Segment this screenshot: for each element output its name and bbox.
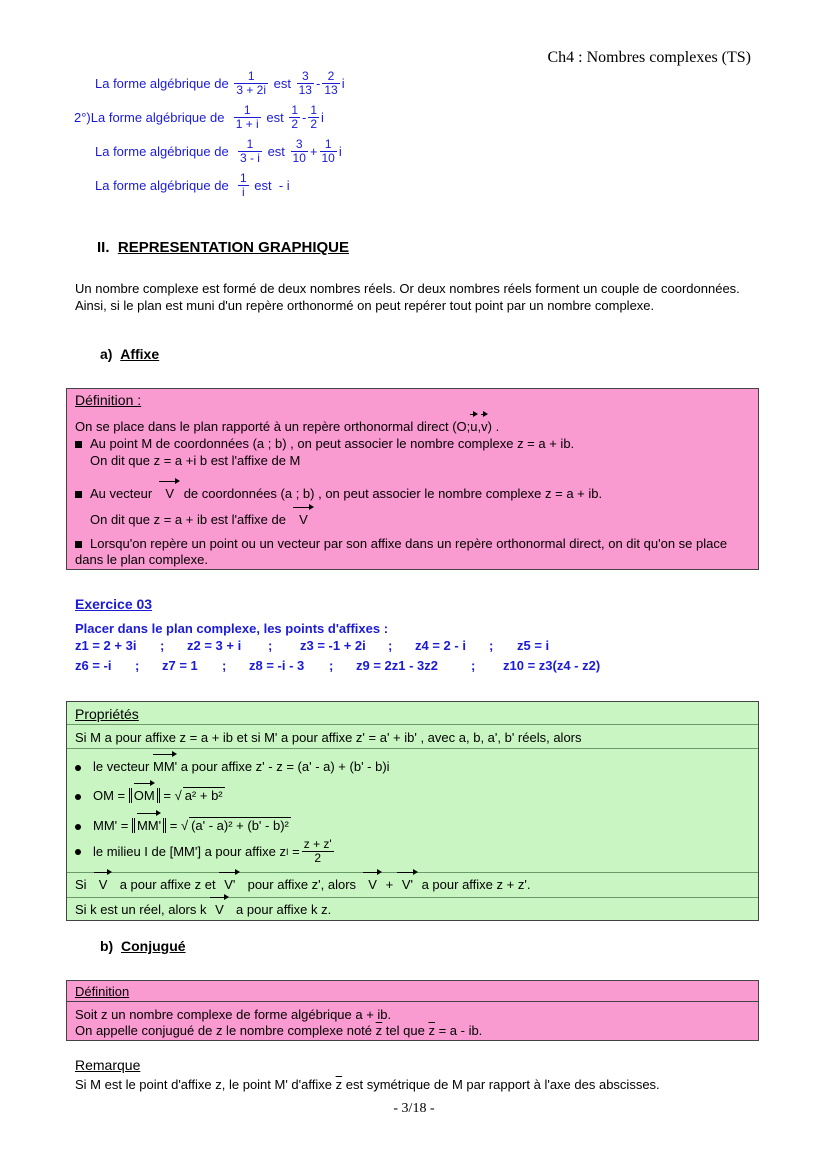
page-number: - 3/18 - (393, 1101, 435, 1116)
exercise-statement: Placer dans le plan complexe, les points d'affixes : (75, 621, 389, 636)
form-prefix: La forme algébrique de (95, 75, 229, 91)
conjugate-definition-box (66, 980, 759, 1041)
page-header-title: Ch4 : Nombres complexes (TS) (547, 49, 751, 66)
properties-title: Propriétés (75, 706, 139, 722)
input-fraction: $\frac{1}{1 + i}$ (235, 102, 259, 131)
definition-bullet-vector-cont: On dit que z = a + ib est l'affixe de V (90, 512, 314, 527)
section-intro: Un nombre complexe est formé de deux nombres réels. Or deux nombres réels forment un couple de coordonnées. Ainsi, si le plan est muni d'un repère orthonormé on peut repérer tout point par un nombre complexe. (75, 281, 740, 313)
exercise-title: Exercice 03 (75, 596, 153, 612)
subsection-heading-a: a) Affixe (100, 346, 160, 362)
definition-title: Définition : (75, 392, 142, 408)
properties-box (66, 701, 759, 921)
property-vector-sum: Si V a pour affixe z et V' pour affixe z', alors V + V' a pour affixe z + z'. (75, 877, 531, 892)
section-heading: II. REPRESENTATION GRAPHIQUE (97, 239, 349, 256)
algebraic-form-row: La forme algébrique de $\frac{1}{3 + 2i}$ est $\frac{3}{13}$ - $\frac{2}{13}$ i (95, 68, 345, 97)
conjugate-definition-title: Définition (75, 984, 130, 999)
result-real-fraction: $\frac{3}{13}$ (298, 68, 312, 97)
property-midpoint: le milieu I de [MM'] a pour affixe z I = $\frac{z + z'}{2}$ (75, 838, 336, 865)
subsection-heading-b: b) Conjugué (100, 938, 186, 954)
remark-text: Si M est le point d'affixe z, le point M' d'affixe $\overline{z}$ est symétrique de M par rapport à l'axe des abscisses. (75, 1077, 660, 1092)
input-fraction: $\frac{1}{i}$ (239, 170, 247, 199)
input-fraction: $\frac{1}{3 + 2i}$ (236, 68, 267, 97)
definition-bullet-complex-plane: Lorsqu'on repère un point ou un vecteur par son affixe dans un repère orthonormal direct, on dit qu'on se place dans le plan complexe. (75, 536, 728, 567)
conjugate-definition-line2: On appelle conjugué de z le nombre complexe noté $\overline{z}$ tel que $\overline{z} = a$ - ib. (75, 1023, 483, 1038)
property-distance-mm: MM' = MM' = √ (a' - a)² + (b' - b)² (75, 817, 291, 833)
definition-bullet-vector: Au vecteur V de coordonnées (a ; b) , on peut associer le nombre complexe z = a + ib. (75, 486, 602, 501)
algebraic-form-row: La forme algébrique de $\frac{1}{i}$ est - i (95, 170, 290, 199)
definition-bullet-point: Au point M de coordonnées (a ; b) , on peut associer le nombre complexe z = a + ib. (75, 436, 574, 451)
algebraic-forms-list (0, 64, 828, 204)
property-modulus-om: OM = OM = √ a² + b² (75, 787, 225, 803)
properties-intro: Si M a pour affixe z = a + ib et si M' a pour affixe z' = a' + ib' , avec a, b, a', b' réels, alors (75, 730, 582, 745)
property-vector-affix: le vecteur MM' a pour affixe z' - z = (a' - a) + (b' - b)i (75, 759, 390, 774)
conjugate-definition-line1: Soit z un nombre complexe de forme algébrique a + ib. (75, 1007, 392, 1022)
remark-title: Remarque (75, 1057, 141, 1073)
definition-box (66, 388, 759, 570)
property-scalar-multiple: Si k est un réel, alors k V a pour affixe k z. (75, 902, 332, 917)
result-imag-fraction: $\frac{2}{13}$ (324, 68, 338, 97)
algebraic-form-row: 2°) La forme algébrique de $\frac{1}{1 + i}$ est $\frac{1}{2}$ - $\frac{1}{2}$ i (74, 102, 324, 131)
input-fraction: $\frac{1}{3 - i}$ (239, 136, 260, 165)
definition-intro: On se place dans le plan rapporté à un repère orthonormal direct (O;u,v) . (75, 419, 500, 434)
item-number: 2°) (74, 109, 91, 125)
algebraic-form-row: La forme algébrique de $\frac{1}{3 - i}$ est $\frac{3}{10}$ + $\frac{1}{10}$ i (95, 136, 342, 165)
definition-bullet-point-cont: On dit que z = a +i b est l'affixe de M (90, 453, 301, 468)
